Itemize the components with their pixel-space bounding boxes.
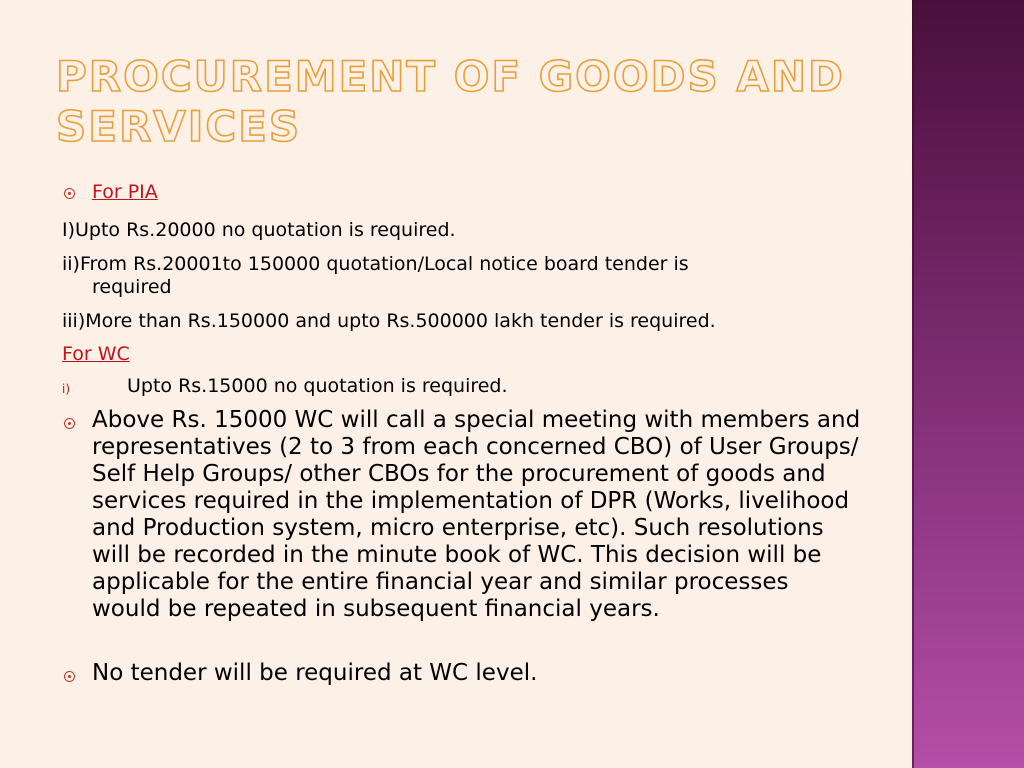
slide-title: PROCUREMENT OF GOODS AND SERVICES [56,52,845,151]
for-pia-heading: For PIA [92,181,158,203]
meeting-paragraph: Above Rs. 15000 WC will call a special meeting with members and representatives (2 to 3 from each concerned CBO) of User Groups/ Self Help Groups/ other CBOs for the procurement of goods and services required in the implementation of DPR (Works, livelihood and Production system, micro enterprise, etc). Such resolutions will be recorded in the minute book of WC. This decision will be applicable for the entire financial year and similar processes would be repeated in subsequent financial years. [92,407,861,622]
wc-item-marker: i) [62,382,71,396]
pia-line-3: iii)More than Rs.150000 and upto Rs.500000 lakh tender is required. [62,310,716,332]
bullet-icon [64,418,75,429]
side-band-edge [912,0,914,768]
pia-line-2: ii)From Rs.20001to 150000 quotation/Local notice board tender is [62,253,689,275]
wc-item-text: Upto Rs.15000 no quotation is required. [127,375,508,397]
pia-line-2-continued: required [92,276,172,298]
pia-line-1: I)Upto Rs.20000 no quotation is required. [62,219,456,241]
bullet-icon [64,671,75,682]
no-tender-paragraph: No tender will be required at WC level. [92,660,538,686]
decorative-side-band [912,0,1024,768]
for-wc-heading: For WC [62,343,130,365]
bullet-icon [64,188,75,199]
